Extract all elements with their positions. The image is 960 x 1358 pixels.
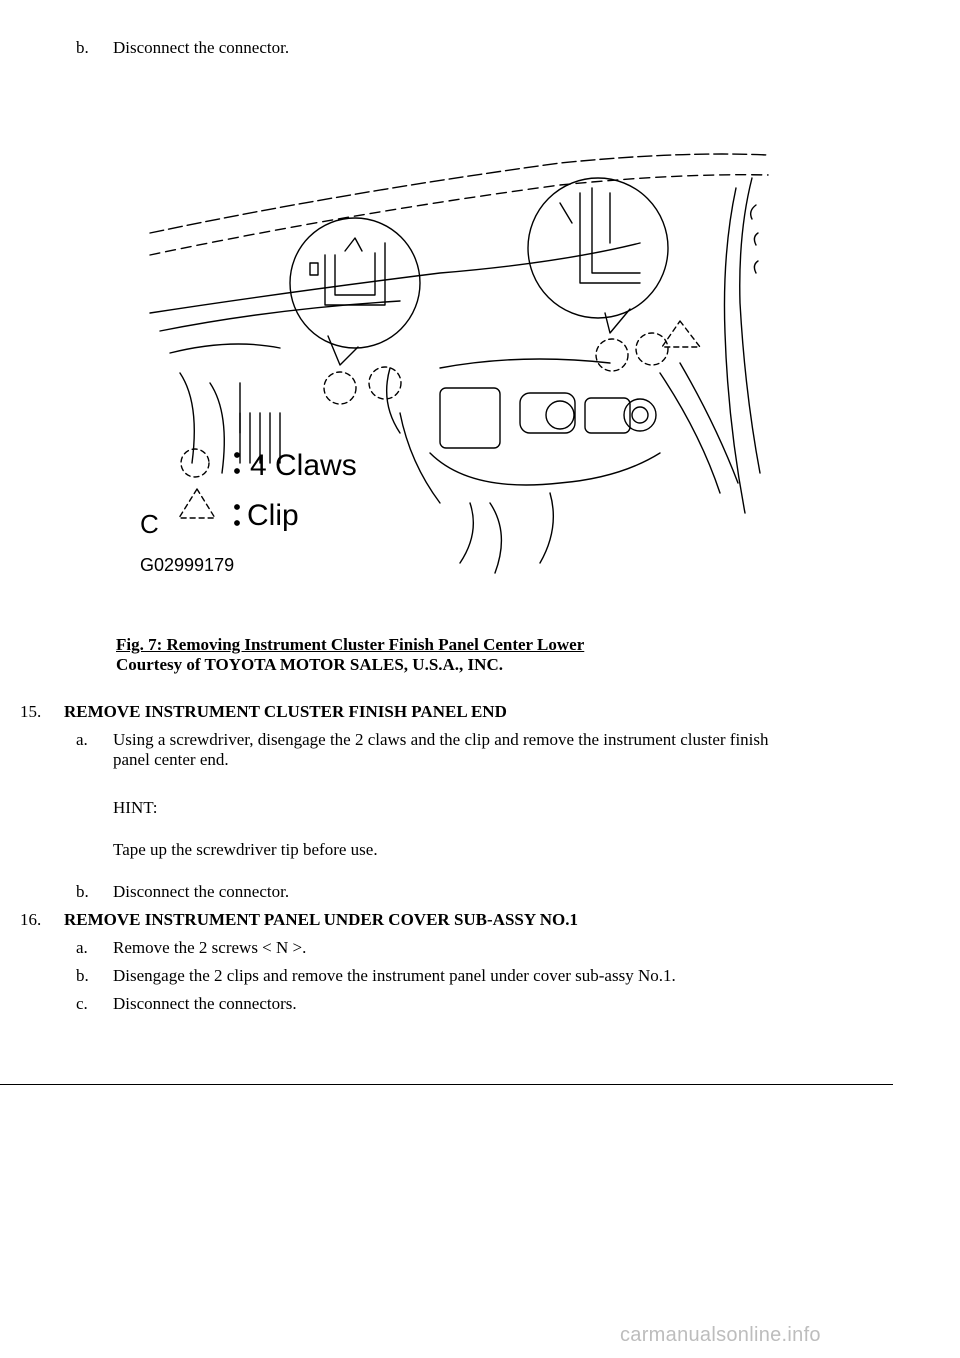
step16-item-c-text: Disconnect the connectors.: [113, 994, 297, 1013]
legend-letter-c: C: [140, 509, 159, 539]
step15-hint-text: Tape up the screwdriver tip before use.: [113, 840, 378, 859]
footer-rule: [0, 1084, 893, 1085]
step16-item-b-text: Disengage the 2 clips and remove the instrument panel under cover sub-assy No.1.: [113, 966, 676, 985]
step16-item-b-marker: b.: [76, 966, 89, 985]
step14-item-b-text: Disconnect the connector.: [113, 38, 290, 57]
figure-code: G02999179: [140, 555, 235, 575]
step15-item-a-line2: panel center end.: [113, 750, 229, 769]
step15-heading: REMOVE INSTRUMENT CLUSTER FINISH PANEL END: [64, 702, 507, 721]
step16-heading: REMOVE INSTRUMENT PANEL UNDER COVER SUB-ASSY NO.1: [64, 910, 579, 929]
watermark: carmanualsonline.info: [620, 1324, 821, 1346]
step16-item-c-marker: c.: [76, 994, 88, 1013]
legend-claws-label: 4 Claws: [250, 449, 357, 482]
step15-number: 15.: [20, 702, 42, 721]
step15-item-a-line1: Using a screwdriver, disengage the 2 claws and the clip and remove the instrument cluster finish: [113, 730, 769, 749]
dashboard-illustration: [140, 133, 770, 583]
step15-item-b-marker: b.: [76, 882, 89, 901]
step16-number: 16.: [20, 910, 42, 929]
legend-clip-label: Clip: [247, 499, 299, 532]
figure-removing-cluster-panel: [140, 133, 770, 583]
step16-item-a-text: Remove the 2 screws < N >.: [113, 938, 307, 957]
figure-caption-title: Fig. 7: Removing Instrument Cluster Finish Panel Center Lower: [116, 635, 585, 654]
step14-item-b-marker: b.: [76, 38, 89, 57]
step15-hint-label: HINT:: [113, 798, 158, 817]
step15-item-a-marker: a.: [76, 730, 88, 749]
step16-item-a-marker: a.: [76, 938, 88, 957]
step15-item-b-text: Disconnect the connector.: [113, 882, 290, 901]
figure-caption-credit: Courtesy of TOYOTA MOTOR SALES, U.S.A., INC.: [116, 655, 503, 674]
